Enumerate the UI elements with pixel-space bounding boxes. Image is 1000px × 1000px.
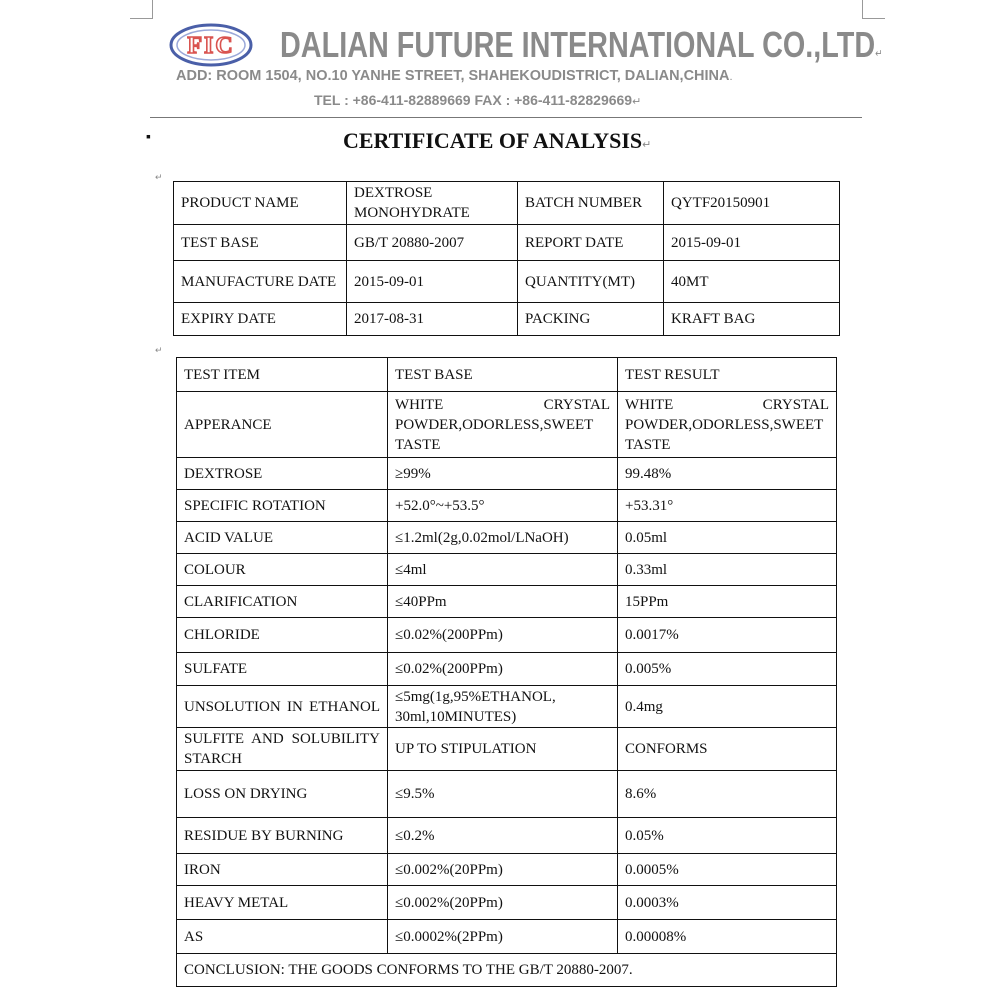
test-base: UP TO STIPULATION xyxy=(388,728,618,771)
company-phone-fax: TEL : +86-411-82889669 FAX : +86-411-82829669↵ xyxy=(314,92,642,108)
paragraph-mark: ↵ xyxy=(155,345,163,355)
table-row xyxy=(177,618,837,653)
test-result: 0.0005% xyxy=(618,854,837,886)
column-header: TEST ITEM xyxy=(177,358,388,392)
test-result: 0.05ml xyxy=(618,522,837,554)
report-date-label: REPORT DATE xyxy=(518,225,664,261)
table-row xyxy=(177,686,837,728)
manufacture-date-label: MANUFACTURE DATE xyxy=(174,261,347,303)
test-base: ≤4ml xyxy=(388,554,618,586)
table-row xyxy=(177,392,837,458)
conclusion-text: CONCLUSION: THE GOODS CONFORMS TO THE GB/T 20880-2007. xyxy=(177,954,837,987)
product-name-value: DEXTROSE MONOHYDRATE xyxy=(347,182,518,225)
table-row xyxy=(177,522,837,554)
test-result: 0.0017% xyxy=(618,618,837,653)
conclusion-row xyxy=(177,954,837,987)
company-name: DALIAN FUTURE INTERNATIONAL CO.,LTD↵ xyxy=(280,24,883,65)
document-title: CERTIFICATE OF ANALYSIS↵ xyxy=(343,128,652,153)
test-result: 0.005% xyxy=(618,653,837,686)
test-item: CLARIFICATION xyxy=(177,586,388,618)
test-item: HEAVY METAL xyxy=(177,886,388,920)
bullet-mark: ▪ xyxy=(146,130,151,145)
table-row xyxy=(177,653,837,686)
table-row xyxy=(177,854,837,886)
test-result: 0.0003% xyxy=(618,886,837,920)
packing-value: KRAFT BAG xyxy=(664,303,840,336)
test-result: 0.05% xyxy=(618,818,837,854)
header-rule xyxy=(150,117,862,118)
expiry-date-value: 2017-08-31 xyxy=(347,303,518,336)
report-date-value: 2015-09-01 xyxy=(664,225,840,261)
test-item: COLOUR xyxy=(177,554,388,586)
manufacture-date-value: 2015-09-01 xyxy=(347,261,518,303)
test-item: CHLORIDE xyxy=(177,618,388,653)
test-result: 0.4mg xyxy=(618,686,837,728)
product-name-label: PRODUCT NAME xyxy=(174,182,347,225)
quantity-value: 40MT xyxy=(664,261,840,303)
test-item: SULFATE xyxy=(177,653,388,686)
test-item: APPERANCE xyxy=(177,392,388,458)
test-result: 8.6% xyxy=(618,771,837,818)
page-corner-mark xyxy=(130,0,153,19)
table-row xyxy=(177,554,837,586)
test-item: DEXTROSE xyxy=(177,458,388,490)
test-item: LOSS ON DRYING xyxy=(177,771,388,818)
test-base: ≤9.5% xyxy=(388,771,618,818)
test-result: 0.00008% xyxy=(618,920,837,954)
table-header-row xyxy=(177,358,837,392)
test-result: 15PPm xyxy=(618,586,837,618)
test-base: ≤0.002%(20PPm) xyxy=(388,886,618,920)
table-row xyxy=(177,920,837,954)
test-item: AS xyxy=(177,920,388,954)
test-item: ACID VALUE xyxy=(177,522,388,554)
test-result: 0.33ml xyxy=(618,554,837,586)
test-result: 99.48% xyxy=(618,458,837,490)
test-base: ≤0.2% xyxy=(388,818,618,854)
test-base: ≥99% xyxy=(388,458,618,490)
batch-number-label: BATCH NUMBER xyxy=(518,182,664,225)
company-logo xyxy=(168,22,254,68)
table-row xyxy=(177,458,837,490)
packing-label: PACKING xyxy=(518,303,664,336)
test-base: ≤1.2ml(2g,0.02mol/LNaOH) xyxy=(388,522,618,554)
test-item: SULFITE AND SOLUBILITY STARCH xyxy=(177,728,388,771)
test-base: WHITE CRYSTAL POWDER,ODORLESS,SWEET TASTE xyxy=(388,392,618,458)
test-base: ≤0.0002%(2PPm) xyxy=(388,920,618,954)
page-corner-mark xyxy=(862,0,885,19)
company-address: ADD: ROOM 1504, NO.10 YANHE STREET, SHAHEKOUDISTRICT, DALIAN,CHINA. xyxy=(176,68,733,84)
test-base: ≤5mg(1g,95%ETHANOL, 30ml,10MINUTES) xyxy=(388,686,618,728)
column-header: TEST BASE xyxy=(388,358,618,392)
table-row xyxy=(177,886,837,920)
column-header: TEST RESULT xyxy=(618,358,837,392)
table-row xyxy=(177,771,837,818)
quantity-label: QUANTITY(MT) xyxy=(518,261,664,303)
test-base: ≤40PPm xyxy=(388,586,618,618)
paragraph-mark: ↵ xyxy=(155,172,163,182)
table-row xyxy=(177,586,837,618)
batch-number-value: QYTF20150901 xyxy=(664,182,840,225)
test-item: RESIDUE BY BURNING xyxy=(177,818,388,854)
test-base-label: TEST BASE xyxy=(174,225,347,261)
test-base-value: GB/T 20880-2007 xyxy=(347,225,518,261)
table-row xyxy=(177,728,837,771)
test-base: ≤0.02%(200PPm) xyxy=(388,618,618,653)
test-results-table xyxy=(176,357,837,987)
test-result: CONFORMS xyxy=(618,728,837,771)
product-info-table xyxy=(173,181,840,336)
test-item: SPECIFIC ROTATION xyxy=(177,490,388,522)
test-item: UNSOLUTION IN ETHANOL xyxy=(177,686,388,728)
svg-text:FIC: FIC xyxy=(187,33,235,59)
expiry-date-label: EXPIRY DATE xyxy=(174,303,347,336)
table-row xyxy=(177,818,837,854)
test-item: IRON xyxy=(177,854,388,886)
test-result: +53.31° xyxy=(618,490,837,522)
table-row xyxy=(177,490,837,522)
test-base: +52.0°~+53.5° xyxy=(388,490,618,522)
test-result: WHITE CRYSTAL POWDER,ODORLESS,SWEET TASTE xyxy=(618,392,837,458)
test-base: ≤0.002%(20PPm) xyxy=(388,854,618,886)
test-base: ≤0.02%(200PPm) xyxy=(388,653,618,686)
